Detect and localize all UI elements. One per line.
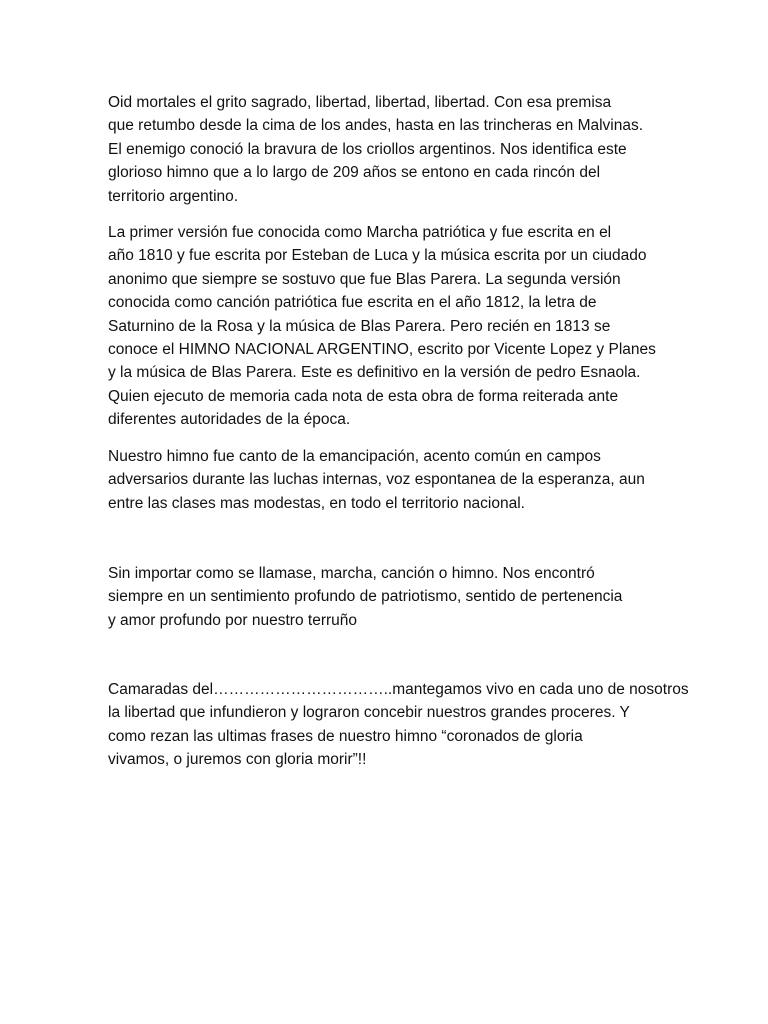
text-line: y amor profundo por nuestro terruño: [108, 611, 357, 629]
text-line: diferentes autoridades de la época.: [108, 411, 351, 429]
text-line: territorio argentino.: [108, 187, 239, 205]
paragraph-intro: [108, 91, 668, 208]
text-line: Oid mortales el grito sagrado, libertad, libertad, libertad. Con esa premisa: [108, 94, 612, 111]
text-line: conocida como canción patriótica fue escrita en el año 1812, la letra de: [108, 294, 597, 312]
text-line: La primer versión fue conocida como Marcha patriótica y fue escrita en el: [108, 224, 612, 241]
text-line: El enemigo conoció la bravura de los criollos argentinos. Nos identifica este: [108, 140, 627, 158]
text-line: adversarios durante las luchas internas, voz espontanea de la esperanza, aun: [108, 471, 645, 489]
paragraph-emancipation: [108, 445, 668, 515]
text-line: siempre en un sentimiento profundo de patriotismo, sentido de pertenencia: [108, 588, 623, 606]
text-line: conoce el HIMNO NACIONAL ARGENTINO, escrito por Vicente Lopez y Planes: [108, 341, 656, 359]
text-line: Sin importar como se llamase, marcha, canción o himno. Nos encontró: [108, 565, 595, 582]
paragraph-history: [108, 221, 668, 432]
text-line: entre las clases mas modestas, en todo el territorio nacional.: [108, 494, 525, 512]
text-line: glorioso himno que a lo largo de 209 años se entono en cada rincón del: [108, 164, 601, 182]
text-line: Camaradas del……………………………..mantegamos vivo en cada uno de nosotros: [108, 681, 689, 698]
text-line: que retumbo desde la cima de los andes, hasta en las trincheras en Malvinas.: [108, 117, 644, 135]
text-line: la libertad que infundieron y lograron concebir nuestros grandes proceres. Y: [108, 704, 630, 722]
paragraph-closing: [108, 678, 689, 772]
text-line: y la música de Blas Parera. Este es definitivo en la versión de pedro Esnaola.: [108, 364, 641, 382]
text-line: Nuestro himno fue canto de la emancipación, acento común en campos: [108, 448, 601, 465]
text-line: como rezan las ultimas frases de nuestro himno “coronados de gloria: [108, 727, 583, 745]
text-line: vivamos, o juremos con gloria morir”!!: [108, 751, 367, 769]
text-line: año 1810 y fue escrita por Esteban de Luca y la música escrita por un ciudado: [108, 247, 647, 265]
paragraph-patriotism: [108, 562, 668, 632]
text-line: Quien ejecuto de memoria cada nota de esta obra de forma reiterada ante: [108, 387, 619, 405]
text-line: Saturnino de la Rosa y la música de Blas Parera. Pero recién en 1813 se: [108, 317, 611, 335]
text-line: anonimo que siempre se sostuvo que fue Blas Parera. La segunda versión: [108, 270, 621, 288]
